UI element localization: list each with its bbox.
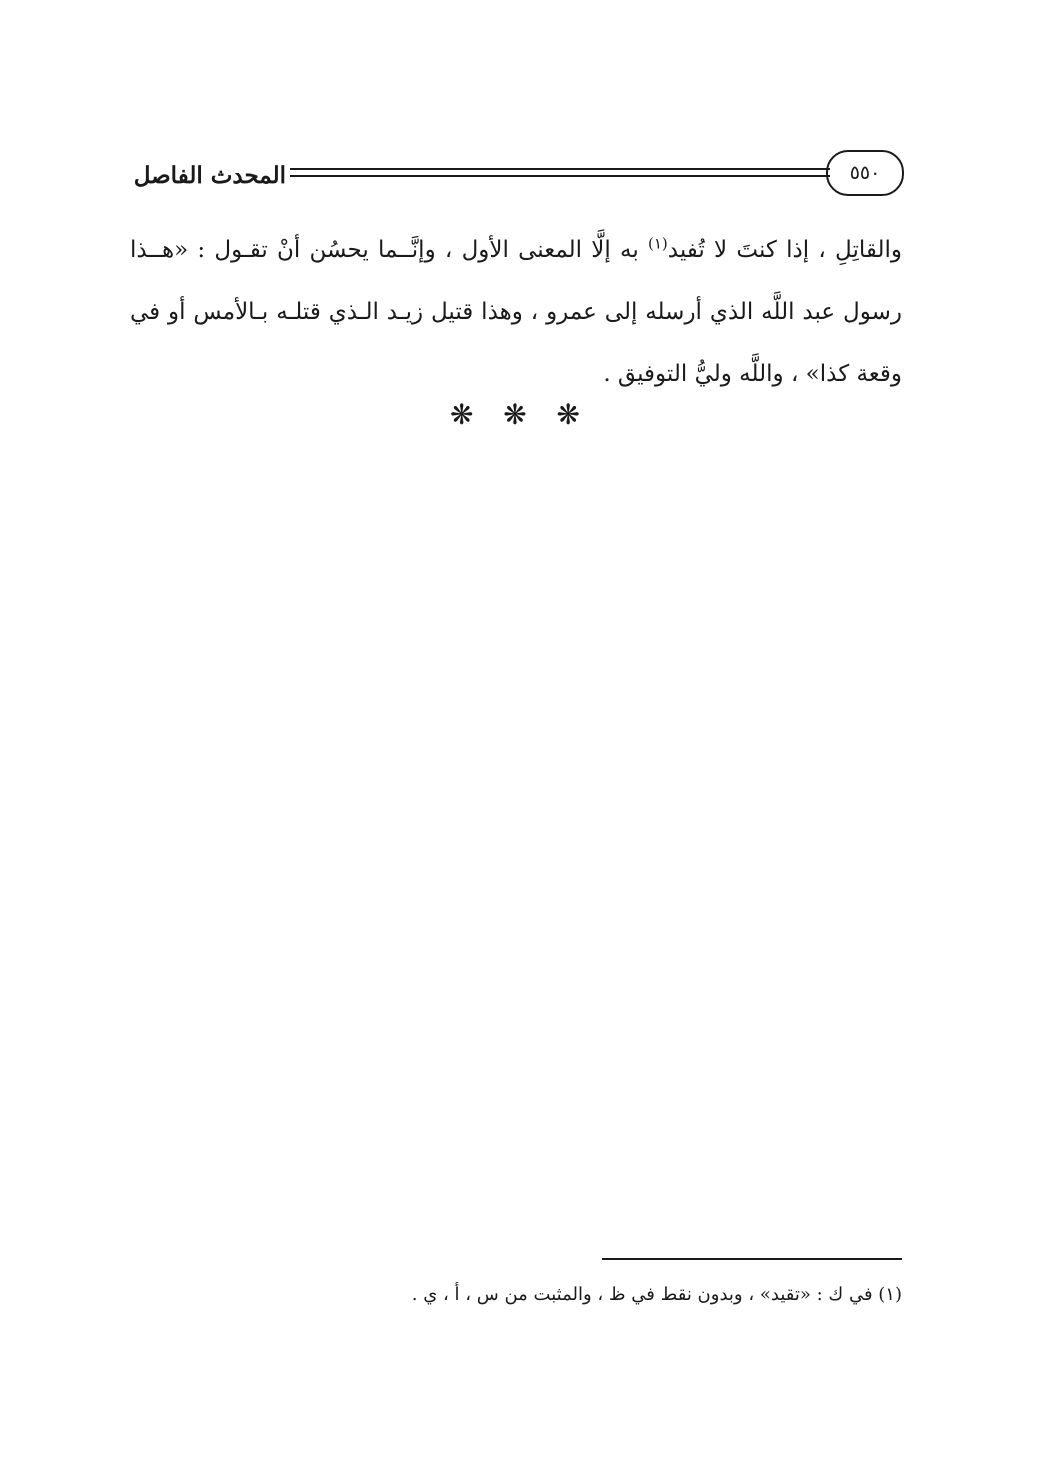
page-number: ٥٥٠	[849, 162, 881, 184]
body-line-1	[130, 222, 902, 284]
body-line-2: رسول عبد اللَّه الذي أرسله إلى عمرو ، وهذا قتيل زيـد الـذي قتلـه بـالأمس أو في	[130, 299, 902, 325]
body-line-3: وقعة كذا» ، واللَّه وليُّ التوفيق .	[603, 361, 902, 387]
footnote-1: (١) في ك : «تقيد» ، وبدون نقط في ظ ، والمثبت من س ، أ ، ي .	[411, 1284, 902, 1305]
body-line-1-start: والقاتِلِ ، إذا كنتَ لا تُفيد	[667, 237, 902, 263]
page-number-badge	[826, 150, 904, 196]
footnote-reference[interactable]: (١)	[647, 234, 668, 253]
header-double-rule	[290, 168, 830, 177]
body-text	[130, 222, 902, 408]
body-line-1-end: به إلَّا المعنى الأول ، وإنَّــما يحسُن أنْ تقـول : «هــذا	[130, 237, 648, 263]
section-separator-stars: ❋ ❋ ❋	[450, 398, 590, 431]
footnote-rule	[602, 1258, 902, 1260]
running-title: المحدث الفاصل	[133, 162, 286, 189]
